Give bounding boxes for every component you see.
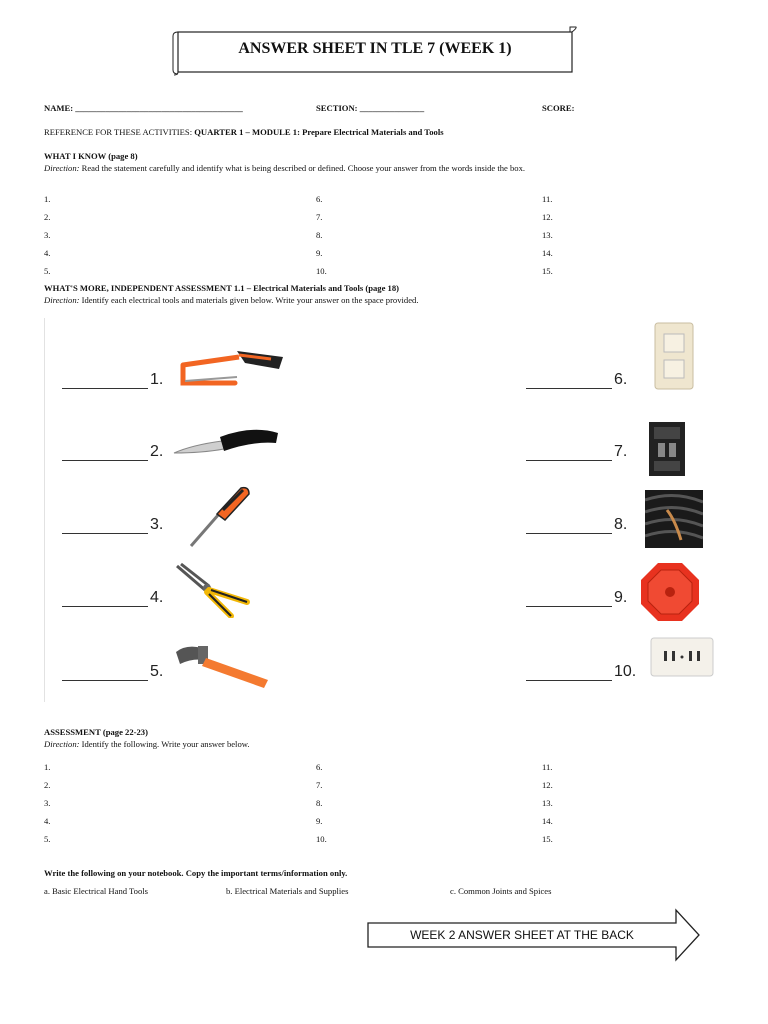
name-field-label: NAME: _______________________________________ [44, 103, 243, 113]
direction-text: Identify each electrical tools and materials given below. Write your answer on the space provided. [79, 295, 419, 305]
answer-number: 2. [44, 780, 51, 790]
answer-number: 12. [542, 780, 553, 790]
answer-blank [526, 680, 612, 681]
answer-number: 4. [44, 248, 51, 258]
answer-number: 3. [44, 798, 51, 808]
answer-blank [526, 460, 612, 461]
what-i-know-col3 [542, 194, 553, 284]
answer-number: 11. [542, 762, 553, 772]
whats-more-heading: WHAT'S MORE, INDEPENDENT ASSESSMENT 1.1 – Electrical Materials and Tools (page 18) [44, 283, 400, 293]
answer-number: 6. [316, 762, 323, 772]
answer-number: 2. [44, 212, 51, 222]
direction-label: Direction: [44, 295, 80, 305]
answer-number: 7. [316, 780, 323, 790]
claw-hammer-icon [172, 642, 274, 690]
assessment-col2 [316, 762, 327, 852]
tool-number: 8. [614, 516, 628, 533]
reference-line [44, 127, 444, 138]
answer-number: 13. [542, 798, 553, 808]
answer-number: 4. [44, 816, 51, 826]
answer-number: 15. [542, 834, 553, 844]
electrical-wire-icon [645, 490, 703, 548]
answer-number: 14. [542, 816, 553, 826]
notebook-item: a. Basic Electrical Hand Tools [44, 886, 149, 896]
answer-number: 1. [44, 762, 51, 772]
answer-number: 5. [44, 266, 51, 276]
answer-blank [62, 533, 148, 534]
tool-number: 4. [150, 589, 164, 606]
answer-number: 3. [44, 230, 51, 240]
answer-blank [526, 388, 612, 389]
direction-label: Direction: [44, 739, 80, 749]
tool-number: 1. [150, 371, 164, 388]
tool-number: 7. [614, 443, 628, 460]
answer-blank [62, 388, 148, 389]
hacksaw-icon [175, 347, 287, 391]
utility-box-icon [640, 562, 700, 622]
answer-number: 11. [542, 194, 553, 204]
answer-blank [62, 680, 148, 681]
tool-number: 6. [614, 371, 628, 388]
reference-module: QUARTER 1 – MODULE 1: Prepare Electrical Materials and Tools [194, 127, 444, 137]
direction-text: Identify the following. Write your answer below. [79, 739, 250, 749]
assessment-heading: ASSESSMENT (page 22-23) [44, 727, 148, 737]
assessment-direction [44, 739, 250, 750]
direction-text: Read the statement carefully and identify what is being described or defined. Choose your answer from the words inside the box. [79, 163, 526, 173]
direction-label: Direction: [44, 163, 80, 173]
tool-number: 9. [614, 589, 628, 606]
what-i-know-col2 [316, 194, 327, 284]
image-frame-line [44, 318, 45, 702]
what-i-know-col1 [44, 194, 50, 284]
answer-number: 15. [542, 266, 553, 276]
answer-number: 5. [44, 834, 51, 844]
answer-number: 10. [316, 834, 327, 844]
assessment-col3 [542, 762, 553, 852]
answer-blank [62, 606, 148, 607]
reference-prefix: REFERENCE FOR THESE ACTIVITIES: [44, 127, 195, 137]
pruning-knife-icon [172, 425, 280, 459]
answer-number: 14. [542, 248, 553, 258]
answer-number: 9. [316, 248, 323, 258]
next-week-label: WEEK 2 ANSWER SHEET AT THE BACK [410, 928, 634, 942]
answer-number: 10. [316, 266, 327, 276]
whats-more-direction [44, 295, 418, 306]
tool-number: 10. [614, 663, 637, 680]
answer-number: 8. [316, 798, 323, 808]
circuit-breaker-icon [648, 421, 686, 477]
answer-number: 1. [44, 194, 51, 204]
long-nose-pliers-icon [175, 562, 251, 618]
assessment-col1 [44, 762, 50, 852]
what-i-know-heading: WHAT I KNOW (page 8) [44, 151, 138, 161]
tool-number: 5. [150, 663, 164, 680]
screwdriver-icon [185, 484, 255, 550]
notebook-item: c. Common Joints and Spices [450, 886, 552, 896]
section-field-label: SECTION: _______________ [316, 103, 425, 113]
answer-number: 12. [542, 212, 553, 222]
answer-number: 7. [316, 212, 323, 222]
what-i-know-direction [44, 163, 525, 174]
answer-blank [62, 460, 148, 461]
answer-blank [526, 606, 612, 607]
answer-number: 6. [316, 194, 323, 204]
score-field-label: SCORE: [542, 103, 575, 113]
notebook-heading: Write the following on your notebook. Copy the important terms/information only. [44, 868, 348, 878]
convenience-outlet-icon [650, 637, 714, 677]
answer-number: 13. [542, 230, 553, 240]
answer-number: 9. [316, 816, 323, 826]
light-switch-icon [654, 322, 694, 390]
page-title: ANSWER SHEET IN TLE 7 (WEEK 1) [238, 40, 512, 57]
answer-blank [526, 533, 612, 534]
answer-number: 8. [316, 230, 323, 240]
notebook-item: b. Electrical Materials and Supplies [226, 886, 349, 896]
tool-number: 3. [150, 516, 164, 533]
tool-number: 2. [150, 443, 164, 460]
